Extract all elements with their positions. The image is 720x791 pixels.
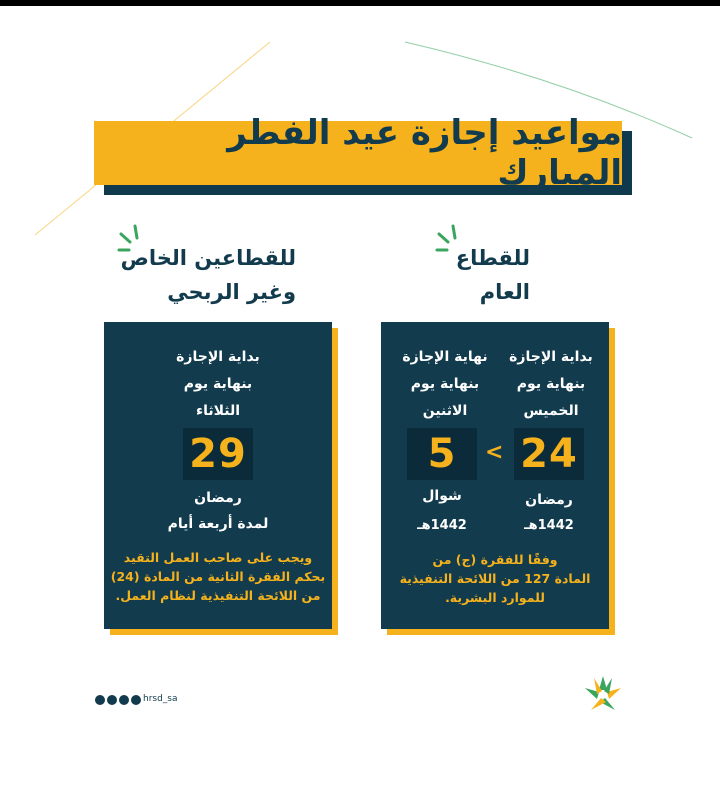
start-line1: بداية الإجازة	[176, 349, 260, 365]
start-day-name: الخميس	[523, 403, 579, 419]
start-line2: بنهاية يوم	[516, 376, 586, 392]
arrow-icon: <	[485, 440, 504, 465]
private-start-label	[118, 344, 318, 425]
twitter-icon[interactable]	[95, 695, 105, 705]
note-line3: للموارد البشرية.	[445, 590, 545, 605]
ministry-logo-icon	[578, 672, 628, 716]
private-note	[110, 548, 326, 605]
page-title: مواعيد إجازة عيد الفطر المبارك	[227, 113, 622, 193]
social-handle[interactable]: hrsd_sa	[143, 694, 178, 704]
private-sector-card	[104, 322, 332, 629]
title-banner	[94, 113, 622, 193]
start-day-name: الثلاثاء	[195, 403, 241, 419]
note-line1: وفقًا للفقرة (ج) من	[432, 552, 558, 567]
private-duration: لمدة أربعة أيام	[167, 516, 269, 532]
private-start-month: رمضان	[194, 490, 242, 506]
start-line2: بنهاية يوم	[183, 376, 253, 392]
public-end-label	[395, 344, 495, 425]
private-heading-line2: وغير الربحي	[167, 280, 296, 304]
public-start-label	[501, 344, 601, 425]
public-heading-line2: العام	[479, 280, 530, 304]
instagram-icon[interactable]	[131, 695, 141, 705]
end-year: 1442هـ	[417, 518, 467, 533]
note-line1: ويجب على صاحب العمل التقيد	[123, 550, 313, 565]
start-line1: بداية الإجازة	[509, 349, 593, 365]
public-sector-heading	[380, 241, 530, 309]
end-day-name: الاثنين	[422, 403, 468, 419]
private-sector-heading	[96, 241, 296, 309]
start-month: رمضان	[525, 492, 573, 508]
end-line2: بنهاية يوم	[410, 376, 480, 392]
start-day-number: 24	[514, 428, 584, 480]
private-start-day-number: 29	[183, 428, 253, 480]
top-bar	[0, 0, 720, 6]
private-heading-line1: للقطاعين الخاص	[120, 246, 296, 270]
note-line2: المادة 127 من اللائحة التنفيذية	[399, 571, 591, 586]
start-year: 1442هـ	[524, 518, 574, 533]
public-heading-line1: للقطاع	[455, 246, 530, 270]
end-day-number: 5	[407, 428, 477, 480]
public-sector-card	[381, 322, 609, 629]
note-line3: من اللائحة التنفيذية لنظام العمل.	[115, 588, 321, 603]
youtube-icon[interactable]	[107, 695, 117, 705]
end-line1: نهاية الإجازة	[402, 349, 488, 365]
social-icons	[95, 695, 141, 705]
facebook-icon[interactable]	[119, 695, 129, 705]
note-line2: بحكم الفقرة الثانية من المادة (24)	[110, 569, 326, 584]
end-month: شوال	[422, 488, 462, 504]
public-note	[387, 550, 603, 607]
